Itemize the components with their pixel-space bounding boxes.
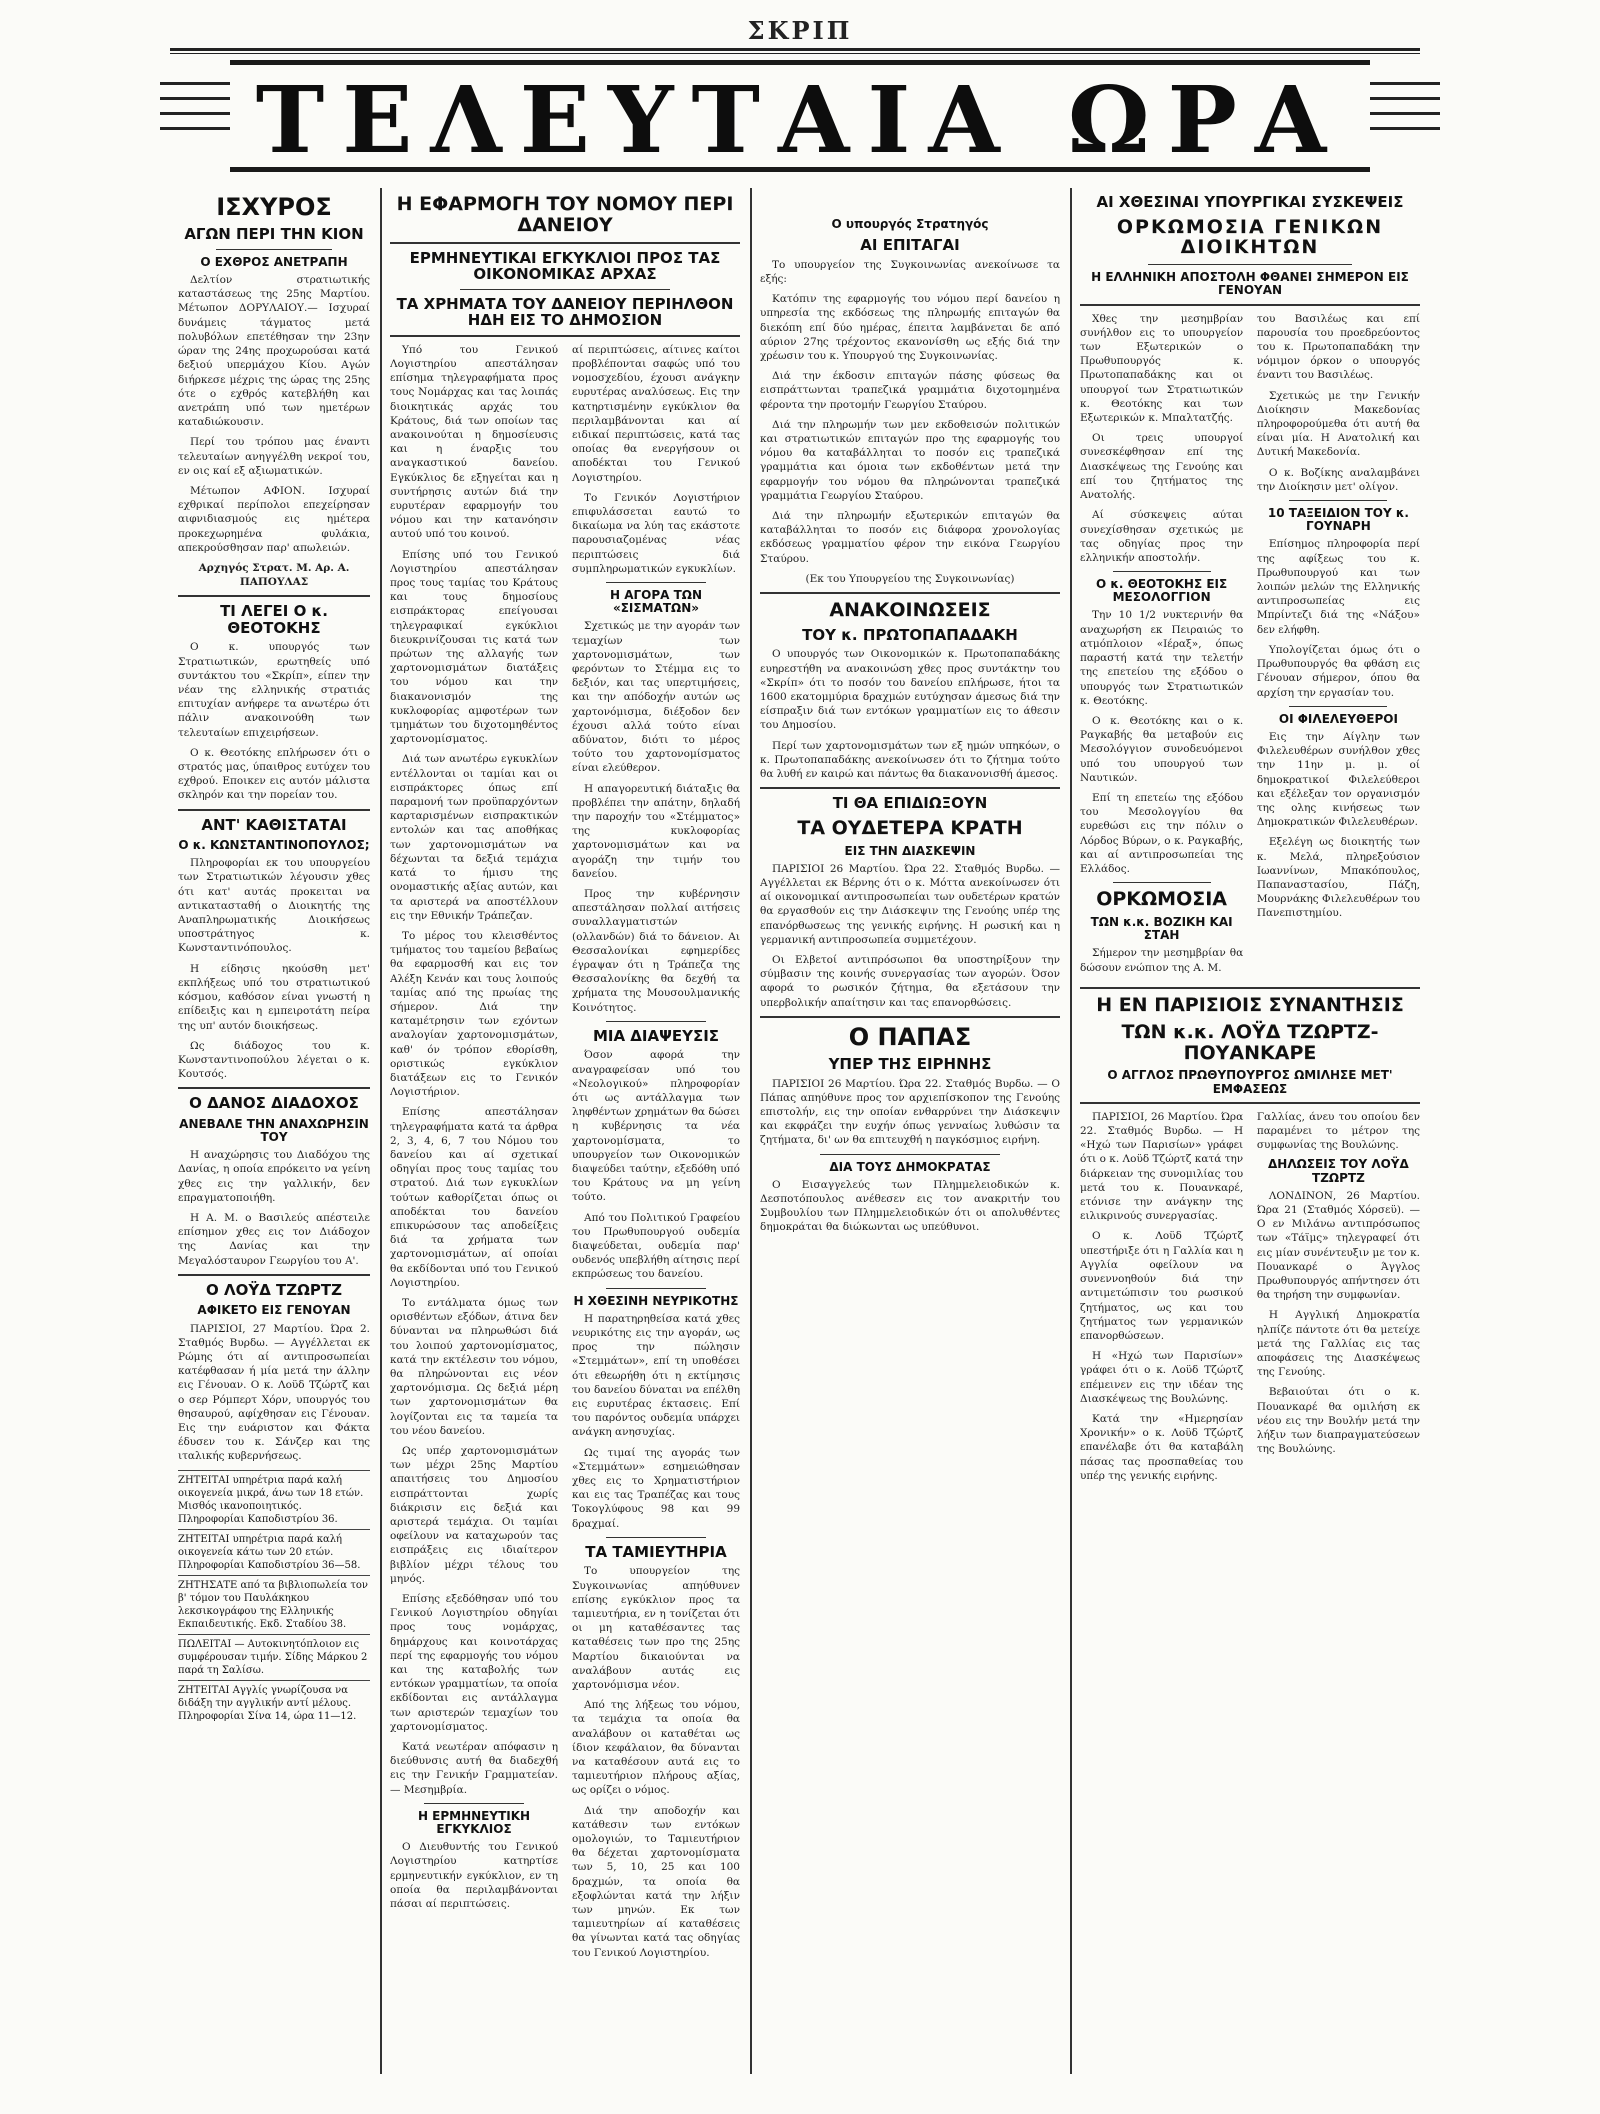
article-headline: Ο κ. ΘΕΟΤΟΚΗΣ ΕΙΣ ΜΕΣΟΛΟΓΓΙΟΝ: [1095, 577, 1228, 605]
column-rule: [1070, 188, 1072, 2074]
article-body: [1080, 312, 1420, 981]
article-paragraph: Ο Εισαγγελεύς των Πλημμελειοδικών κ. Δεσποτόπουλος ανέθεσεν εις τον ανακριτήν του Συμβουλίου των Πλημμελειοδικών ότι οι απολυθέντες δημοκράται θα διώκωνται ως υπεύθυνοι.: [760, 1178, 1060, 1234]
article-paragraph: Επίσημος πληροφορία περί της αφίξεως του κ. Πρωθυπουργού και των λοιπών μελών της Ελληνικής αντιπροσωπείας εις Μπρίντεζι διά της «Νάξου» δεν ελήφθη.: [1256, 538, 1420, 636]
article-paragraph: Μέτωπον ΑΦΙΟΝ. Ισχυραί εχθρικαί περίπολοι επεχείρησαν αιφνιδιασμούς εις ημέτερα προκεχωρημένα φυλάκια, απεκρούσθησαν παρ' απωλειών.: [178, 484, 370, 554]
article-paragraph: Το εντάλματα όμως των ορισθέντων εξόδων, άτινα δεν δύνανται να πληρωθώσι διά του λοιπού χαρτονομίσματος, κατά την εκτέλεσιν του νόμου, θα πληρώνονται εις νέον χαρτονόμισμα. Ως δεξιά μέρη των χαρτονομισμάτων θα λογίζονται εις τα ταμεία τα του νέου δανείου.: [390, 1296, 558, 1437]
article-headline: ΑΙ ΧΘΕΣΙΝΑΙ ΥΠΟΥΡΓΙΚΑΙ ΣΥΣΚΕΨΕΙΣ: [1096, 193, 1404, 211]
article-paragraph: Κατόπιν της εφαρμογής του νόμου περί δανείου η υπηρεσία της εκδόσεως της πληρωμής επιταγών θα διεκόπη επί δύο ημέρας, έπειτα λαμβάνεται δε από αύριον 27ης τρέχοντος εκανονίσθη ως εξής διά την χρέωσιν του κ. Υπουργού της Συγκοινωνίας.: [760, 293, 1060, 362]
article-paragraph: Περί του τρόπου μας έναντι τελευταίων ανηγγέλθη νεκροί του, εν οις καί εξ αξιωματικών.: [178, 436, 370, 477]
masthead: [160, 60, 1440, 172]
article-right: [1257, 312, 1420, 981]
divider: [606, 1021, 707, 1022]
article-paragraph: Υπολογίζεται όμως ότι ο Πρωθυπουργός θα φθάση εις Γένουαν σήμερον, όπου θα αρχίση την εργασίαν του.: [1256, 643, 1420, 699]
article-subheadline: ΑΦΙΚΕΤΟ ΕΙΣ ΓΕΝΟΥΑΝ: [197, 1303, 351, 1318]
divider: [1113, 882, 1211, 883]
divider: [178, 1274, 370, 1276]
lead-article-body: [390, 343, 740, 1966]
article-headline: ΤΙ ΛΕΓΕΙ Ο κ. ΘΕΟΤΟΚΗΣ: [220, 602, 328, 637]
divider: [216, 249, 331, 250]
article-paragraph: Το μέρος του κλεισθέντος τμήματος του ταμείου βεβαίως θα εφαρμοσθή και εις τον Αλέξη Κενάν και τους λοιπούς ταμίας από της πρωίας της σήμερον. Διά την καταμέτρησιν των εχόντων αναλογίαν χαρτονομισμάτων, καθ' όν τρόπον εθορίσθη, οριστικώς εγκύκλιον διατάξεων εις το Γενικόν Λογιστήριον.: [390, 929, 558, 1099]
article-subheadline: ΤΩΝ κ.κ. ΛΟΫΔ ΤΖΩΡΤΖ-ΠΟΥΑΝΚΑΡΕ: [1121, 1020, 1379, 1064]
masthead-rule-top-thin: [170, 53, 1420, 54]
article-headline: 10 ΤΑΞΕΙΔΙΟΝ ΤΟΥ κ. ΓΟΥΝΑΡΗ: [1267, 506, 1409, 534]
classified-ads: [178, 1470, 370, 1726]
article-headline: Η ΕΡΜΗΝΕΥΤΙΚΗ ΕΓΚΥΚΛΙΟΣ: [417, 1808, 531, 1837]
article-headline: Η ΕΝ ΠΑΡΙΣΙΟΙΣ ΣΥΝΑΝΤΗΣΙΣ: [1096, 993, 1404, 1016]
article-paragraph: Διά την πληρωμήν των μεν εκδοθεισών πολιτικών και στρατιωτικών επιταγών προ της εφαρμογής του νόμου θα καταβάλληται το ποσόν εις τραπεζικά γραμμάτια και όμοια των εκδοθέντων μετά την εφαρμογήν του νόμου θα πληρώνονται τραπεζικά γραμμάτια Γεωργίου Σταύρου.: [760, 418, 1060, 502]
divider: [760, 787, 1060, 789]
article-subheadline: Ο κ. ΚΩΝΣΤΑΝΤΙΝΟΠΟΥΛΟΣ;: [178, 838, 370, 853]
article-paragraph: του Βασιλέως και επί παρουσία του προεδρεύοντος του κ. Πρωτοπαπαδάκη την νόμιμον όρκον ο υπουργός έναντι του Βασιλέως.: [1256, 312, 1420, 382]
divider: [390, 242, 740, 244]
article-kicker: Ο υπουργός Στρατηγός: [831, 217, 989, 231]
classified-ad: ΖΗΤΕΙΤΑΙ Αγγλίς γνωρίζουσα να διδάξη την αγγλικήν αντί μέλους. Πληροφορίαι Σίνα 14, ώρα 11—12.: [178, 1680, 370, 1726]
classified-ad: ΖΗΤΕΙΤΑΙ υπηρέτρια παρά καλή οικογενεία κάτω των 20 ετών. Πληροφορίαι Καποδιστρίου 36—58.: [178, 1529, 370, 1575]
article-subheadline: ΑΝΕΒΑΛΕ ΤΗΝ ΑΝΑΧΩΡΗΣΙΝ ΤΟΥ: [179, 1116, 369, 1144]
article-kicker: ΕΙΣ ΤΗΝ ΔΙΑΣΚΕΨΙΝ: [844, 843, 976, 858]
column-1: [178, 188, 370, 2074]
article-paragraph: Σχετικώς με την αγοράν των τεμαχίων των χαρτονομισμάτων, των φερόντων το Στέμμα εις το δεξιόν, και τας υπερτιμήσεις, και την απόδοχήν αυτών ως χαρτονόμισμα, διέξοδον δεν έχουσι αλλά τούτο είναι αδύνατον, διότι το μέρος τούτο του χαρτονομίσματος είναι ελεύθερον.: [572, 620, 740, 775]
article-paragraph: Ο κ. Θεοτόκης και ο κ. Ραγκαβής θα μεταβούν εις Μεσολόγγιον συνοδευόμενοι υπό του υπουργού των Ναυτικών.: [1080, 714, 1244, 784]
column-3: [760, 188, 1060, 2074]
article-headline: ΔΙΑ ΤΟΥΣ ΔΗΜΟΚΡΑΤΑΣ: [829, 1159, 991, 1174]
article-paragraph: αί περιπτώσεις, αίτινες καίτοι προβλέπονται σαφώς υπό του νομοσχεδίου, έχουσι ανάγκην ευρυτέρας αναλύσεως. Εις την κατηρτισμένην εγκύκλιον θα περιλαμβάνονται και αί ειδικαί περιπτώσεις, κατά τας οποίας θα ενεργήσουν οι αποδέκται του Γενικού Λογιστηρίου.: [572, 343, 740, 484]
article-paragraph: Διά την έκδοσιν επιταγών πάσης φύσεως θα εισπράττωνται τραπεζικά γραμμάτια διχοτομημένα φέροντα την προτομήν Γεωργίου Σταύρου.: [760, 370, 1060, 411]
divider: [606, 1288, 707, 1289]
article-paragraph: Ο κ. Βοζίκης αναλαμβάνει την Διοίκησιν μετ' ολίγον.: [1256, 466, 1420, 493]
decorative-staff-right: [1370, 82, 1440, 152]
divider: [1289, 500, 1387, 501]
article-paragraph: Η παρατηρηθείσα κατά χθες νευρικότης εις την αγοράν, ως προς την πώλησιν «Στεμμάτων», επί τη υποθέσει ότι εθεωρήθη ότι η εκτίμησις του δανείου δύναται να επέλθη εις ευρυτέρας έκτασεις. Επί του παρόντος ουδεμία υπάρχει ανάγκη ανησυχίας.: [572, 1312, 740, 1439]
article-kicker: ΔΗΛΩΣΕΙΣ ΤΟΥ ΛΟΫΔ ΤΖΩΡΤΖ: [1268, 1157, 1409, 1185]
article-paragraph: Υπό του Γενικού Λογιστηρίου απεστάλησαν επίσημα τηλεγραφήματα προς τους Νομάρχας και τας λοιπάς διοικητικάς αρχάς του Κράτους, διά των οποίων τας ανακοινούται η δημοσίευσις και η έναρξις του αναγκαστικού δανείου. Εγκύκλιος δε εξηγείται και η συντήρησις αυτών διά την ευρυτέραν εφαρμογήν του νόμου και την κατανόησιν αυτού υπό του κοινού.: [390, 343, 558, 541]
article-subheadline: ΥΠΕΡ ΤΗΣ ΕΙΡΗΝΗΣ: [828, 1055, 992, 1074]
article-left: [1080, 1110, 1243, 1489]
article-kicker: Ο ΑΓΓΛΟΣ ΠΡΩΘΥΠΟΥΡΓΟΣ ΩΜΙΛΗΣΕ ΜΕΤ' ΕΜΦΑΣΕΩΣ: [1107, 1068, 1393, 1096]
article-paragraph: Επίσης υπό του Γενικού Λογιστηρίου απεστάλησαν προς τους ταμίας του Κράτους και τους δημοσίους εισπράκτορας επείγουσαι τηλεγραφικαί εγκύκλιοι διευκρινίζουσαι τις κατά των πρώτων της αλλαγής των χαρτονομισμάτων διατάξεις του νόμου και την διακανονισμόν της κυκλοφορίας αμφοτέρων των τμημάτων του διχοτομηθέντος χαρτονομίσματος.: [390, 548, 558, 746]
divider: [1080, 987, 1420, 989]
article-paragraph: Ως υπέρ χαρτονομισμάτων των μέχρι 25ης Μαρτίου απαιτήσεις του Δημοσίου εισπράττονται χωρίς διάκρισιν εις δεξιά και αριστερά τεμάχια. Οι ταμίαι οφείλουν να καταχωρούν τας εισπράξεις εις ιδιαίτερον βιβλίον μέχρι τέλους του μηνός.: [390, 1445, 558, 1585]
divider: [606, 1537, 707, 1538]
article-paragraph: Η αναχώρησις του Διαδόχου της Δανίας, η οποία επρόκειτο να γείνη χθες εις την γαλλικήν, δεν επραγματοποιήθη.: [178, 1149, 370, 1204]
article-headline: Η ΧΘΕΣΙΝΗ ΝΕΥΡΙΚΟΤΗΣ: [573, 1293, 739, 1308]
article-paragraph: Ο Διευθυντής του Γενικού Λογιστηρίου κατηρτίσε ερμηνευτικήν εγκύκλιον, εν τη οποία θα περιλαμβάνονται πάσαι αί περιπτώσεις.: [390, 1841, 558, 1911]
article-paragraph: Περί των χαρτονομισμάτων των εξ ημών υπηκόων, ο κ. Πρωτοπαπαδάκης ανεκοίνωσεν ότι το ζήτημα τούτο θα λυθή εν καιρώ και πάντως θα διακανονισθή άμεσος.: [760, 739, 1060, 780]
divider: [606, 582, 707, 583]
divider: [1080, 1102, 1420, 1104]
article-paragraph: Κατά νεωτέραν απόφασιν η διεύθυνσις αυτή θα διαδεχθή εις την Γενικήν Γραμματείαν. — Μεσημβρία.: [390, 1741, 558, 1796]
article-paragraph: Το Γενικόν Λογιστήριον επιφυλάσσεται εαυτώ το δικαίωμα να λύη τας εκάστοτε παρουσιαζομένας νέας περιπτώσεις διά συμπληρωματικών εγκυκλίων.: [572, 491, 740, 575]
classified-ad: ΖΗΤΗΣΑΤΕ από τα βιβλιοπωλεία τον β' τόμον του Παυλάκηκου λεκσικογράφου της Ελληνικής Εκπαιδευτικής. Εκδ. Σταδίου 38.: [178, 1575, 370, 1634]
article-paragraph: Το υπουργείον της Συγκοινωνίας απηύθυνεν επίσης εγκύκλιον προς τα ταμιευτήρια, εν η τονίζεται ότι οι μη καταθέσαντες τας καταθέσεις των προ της 25ης Μαρτίου δικαιούνται να αναλάβουν αυτάς εις χαρτονόμισμα νέον.: [572, 1565, 740, 1691]
running-head: ΣΚΡΙΠ: [747, 16, 853, 45]
article-paragraph: Προς την κυβέρνησιν απεστάλησαν πολλαί αιτήσεις συναλλαγματιστών (ολλανδών) διά το δάνειον. Αι Θεσσαλονίκαι εφημερίδες έγραψαν ότι η Τράπεζα της Θεσσαλονίκης θα δεχθή τα χρήματα της Μουσουλμανικής Κοινότητος.: [572, 888, 740, 1014]
divider: [820, 1154, 1000, 1155]
article-paragraph: Πληροφορίαι εκ του υπουργείου των Στρατιωτικών λέγουσιν χθες ότι κατ' αυτάς προκειται να αντικατασταθή ο Διοικητής της Αναπληρωματικής Διοικήσεως υποστράτηγος κ. Κωνσταντινόπουλος.: [178, 857, 370, 955]
divider: [1289, 706, 1387, 707]
article-signature: (Εκ του Υπουργείου της Συγκοινωνίας): [805, 572, 1015, 585]
article-paragraph: Σήμερον την μεσημβρίαν θα δώσουν ενώπιον της Α. Μ.: [1080, 947, 1244, 974]
article-headline: ΜΙΑ ΔΙΑΨΕΥΣΙΣ: [592, 1026, 720, 1045]
article-body: [1080, 1110, 1420, 1489]
article-paragraph: ΠΑΡΙΣΙΟΙ 26 Μαρτίου. Ώρα 22. Σταθμός Βυρδω. — Αγγέλλεται εκ Βέρνης ότι ο κ. Μόττα ανεκοίνωσεν ότι αί οικονομικαί αντιπροσωπείαι των ουδετέρων κρατών θα εργασθούν εις την Διάσκεψιν της Γενούης υπέρ της επανόρθωσεως της γενικής ειρήνης. Η ρωσική και η γερμανική αντιπροσωπεία συμμετέχουν.: [760, 862, 1060, 946]
article-paragraph: Δελτίον στρατιωτικής καταστάσεως της 25ης Μαρτίου. Μέτωπον ΔΟΡΥΛΑΙΟΥ.— Ισχυραί δυνάμεις τάγματος μετά πολυβόλων επετέθησαν την 23ην ώραν της 24ης προχωρούσαι κατά δεξιού υπερμάχου Κίου. Αγών διήρκεσε μέχρις της ώρας της 25ης ότε ο εχθρός κατεβλήθη και ανετράπη υπό των ημετέρων καταδιώκουσιν.: [178, 274, 370, 429]
article-paragraph: Ως διάδοχος του κ. Κωνσταντινοπούλου λέγεται ο κ. Κουτσός.: [178, 1039, 370, 1081]
lead-article-right: [572, 343, 740, 1966]
lead-headline: Η ΕΦΑΡΜΟΓΗ ΤΟΥ ΝΟΜΟΥ ΠΕΡΙ ΔΑΝΕΙΟΥ: [396, 193, 734, 236]
article-paragraph: Διά την αποδοχήν και κατάθεσιν των εντόκων ομολογιών, το Ταμιευτήριον θα δέχεται χαρτονομίσματα των 5, 10, 25 και 100 δραχμών, τα οποία θα εξοφλώνται κατά την λήξιν των μηνών. Εκ των ταμιευτηρίων αί καταθέσεις θα γίνωνται κατά τας οδηγίας του Γενικού Λογιστηρίου.: [572, 1804, 740, 1959]
article-paragraph: Ο κ. Θεοτόκης επλήρωσεν ότι ο στρατός μας, ύπαιθρος ευτύχεν του εχθρού. Εποικεν εις αυτόν μάλιστα σκληρόν και την πορείαν του.: [178, 746, 370, 802]
article-paragraph: Επί τη επετείω της εξόδου του Μεσολογγίου θα ευρεθώσι εις την πόλιν ο Λόρδος Βύρων, ο κ. Ραγκαβής, και αί αντιπροσωπείαι της Ελλάδος.: [1080, 791, 1244, 875]
divider: [760, 1016, 1060, 1018]
article-paragraph: Κατά την «Ημερησίαν Χρονικήν» ο κ. Λοϋδ Τζώρτζ επανέλαβε ότι θα καταβάλη πάσας τας προσπαθείας του υπέρ της γενικής ειρήνης.: [1080, 1412, 1244, 1482]
article-paragraph: Την 10 1/2 νυκτερινήν θα αναχωρήση εκ Πειραιώς το ατμόπλοιον «Ιέραξ», όπως παραστή κατά την τελετήν της επετείου της εξόδου ο υπουργός των Στρατιωτικών κ. Θεοτόκης.: [1080, 609, 1244, 707]
article-paragraph: Σχετικώς με την Γενικήν Διοίκησιν Μακεδονίας πληροφορούμεθα ότι αυτή θα είναι μία. Η Ανατολική και Δυτική Μακεδονία.: [1256, 389, 1420, 459]
article-paragraph: Εξελέγη ως διοικητής των κ. Μελά, πληρεξούσιον Ιωαννίνων, Μπακόπουλος, Παπαναστασίου, Πάζη, Μουρνάκης Φιλελευθέρων του Πανεπιστημίου.: [1256, 836, 1420, 920]
classified-ad: ΠΩΛΕΙΤΑΙ — Αυτοκινητόπλοιον εις συμφέρουσαν τιμήν. Σίδης Μάρκου 2 παρά τη Σαλίσω.: [178, 1634, 370, 1680]
article-paragraph: Ο υπουργός των Οικονομικών κ. Πρωτοπαπαδάκης ευηρεστήθη να ανακοινώση χθες προς συντάκτην του «Σκρίπ» ότι το ποσόν του δανείου επλήρωσε, ήτοι τα 1600 εκατομμύρια δραχμών ευτύχησαν άμεσως διά την είσπραξιν διά των εντόκων γραμματίων εις το άθεσιν του Δημοσίου.: [760, 648, 1060, 732]
article-headline: ΟΡΚΩΜΟΣΙΑ: [1096, 888, 1227, 911]
article-headline: Ο ΠΑΠΑΣ: [848, 1022, 972, 1051]
article-right: [1257, 1110, 1420, 1489]
article-paragraph: Η Αγγλική Δημοκρατία ηλπίζε πάντοτε ότι θα μετείχε μετά της Γαλλίας εις τας αποφάσεις της Διασκέψεως της Γενούης.: [1256, 1309, 1420, 1379]
article-paragraph: Ο κ. υπουργός των Στρατιωτικών, ερωτηθείς υπό συντάκτου του «Σκρίπ», είπεν την νέαν της ελληνικής στρατιάς επιτυχίαν ανήφερε τα ανωτέρω ότι πάλιν ανακοινούθη των τελευταίων επιχειρήσεων.: [178, 641, 370, 739]
lead-subheadline: ΤΑ ΧΡΗΜΑΤΑ ΤΟΥ ΔΑΝΕΙΟΥ ΠΕΡΙΗΛΘΟΝ ΗΔΗ ΕΙΣ ΤΟ ΔΗΜΟΣΙΟΝ: [396, 294, 734, 330]
article-paragraph: Η είδησις ηκούσθη μετ' εκπλήξεως υπό του στρατιωτικού κόσμου, καθόσον είναι γνωστή η επίδειξις και η εμπειροτάτη πείρα της υπ' αυτόν διοικήσεως.: [178, 962, 370, 1032]
lead-article-left: [390, 343, 558, 1966]
divider: [178, 595, 370, 597]
column-rule: [380, 188, 382, 2074]
article-paragraph: ΠΑΡΙΣΙΟΙ, 27 Μαρτίου. Ώρα 2. Σταθμός Βυρδω. — Αγγέλλεται εκ Ρώμης ότι αί αντιπροσωπείαι κατέφθασαν ή μία μετά την άλλην εις Γένουαν. Ο κ. Λοϋδ Τζώρτζ και ο σερ Ρόμπερτ Χόρν, υπουργός του θησαυρού, αφίχθησαν εις Γένουαν. Εις την ευάριστον και Φάκτα έδυσεν του κ. Σάνζερ και της ιταλικής κυβερνήσεως.: [178, 1322, 370, 1463]
article-paragraph: Αί σύσκεψεις αύται συνεχίσθησαν σχετικώς με τας οδηγίας προς την ελληνικήν αποστολήν.: [1080, 509, 1244, 564]
article-headline: ΑΙ ΕΠΙΤΑΓΑΙ: [860, 236, 960, 255]
article-headline: ΤΙ ΘΑ ΕΠΙΔΙΩΞΟΥΝ: [832, 794, 988, 813]
lead-subheadline: ΕΡΜΗΝΕΥΤΙΚΑΙ ΕΓΚΥΚΛΙΟΙ ΠΡΟΣ ΤΑΣ ΟΙΚΟΝΟΜΙΚΑΣ ΑΡΧΑΣ: [409, 248, 721, 284]
article-paragraph: Η απαγορευτική διάταξις θα προβλέπει την απάτην, δηλαδή την παροχήν του «Στέμματος» της κυκλοφορίας χαρτονομισμάτων και να αγοράζη την τιμήν του δανείου.: [572, 782, 740, 880]
article-headline: Ο ΛΟΫΔ ΤΖΩΡΤΖ: [206, 1280, 342, 1299]
article-headline: ΑΝΤ' ΚΑΘΙΣΤΑΤΑΙ: [201, 815, 347, 834]
divider: [178, 1087, 370, 1089]
article-paragraph: Διά των ανωτέρω εγκυκλίων εντέλλονται οι ταμίαι και οι εισπράκτορες όπως επί παραμονή των προϋπαρχόντων καρταρισμένων εισπρακτικών εντολών και τας αποθήκας των χαρτονομισμάτων να δέχωνται τα δεξιά τεμάχια κατά το ήμισυ της ονομαστικής αξίας αυτών, και τα αριστερά να αποστέλλουν εις την Εθνικήν Τράπεζαν.: [390, 753, 558, 922]
article-paragraph: ΛΟΝΔΙΝΟΝ, 26 Μαρτίου. Ώρα 21 (Σταθμός Χόρσεϋ). — Ο εν Μιλάνω αντιπρόσωπος των «Τάϊμς» τηλεγραφεί ότι εις μίαν συνέντευξιν με τον κ. Πουανκαρέ ο Άγγλος Πρωθυπουργός απήντησεν ότι θα τηρήση την συμφωνίαν.: [1256, 1189, 1420, 1302]
article-left: [1080, 312, 1243, 981]
article-headline: Ο ΔΑΝΟΣ ΔΙΑΔΟΧΟΣ: [189, 1094, 359, 1113]
article-paragraph: ΠΑΡΙΣΙΟΙ, 26 Μαρτίου. Ώρα 22. Σταθμός Βυρδω. — Η «Ηχώ των Παρισίων» γράφει ότι ο κ. Λοϋδ Τζώρτζ κατά την διάρκειαν της συνομιλίας του μετά του κ. Πουανκαρέ, ετόνισε την ανάγκην της ειλικρινούς συνεργασίας.: [1080, 1110, 1244, 1223]
article-paragraph: Η «Ηχώ των Παρισίων» γράφει ότι ο κ. Λοϋδ Τζώρτζ επέμεινεν εις την ιδέαν της Διασκέψεως της Βουλώνης.: [1080, 1350, 1244, 1405]
divider: [1080, 304, 1420, 306]
article-paragraph: Εις την Αίγλην των Φιλελευθέρων συνήλθον χθες την 11ην μ. μ. οί δημοκρατικοί Φιλελεύθεροι και εξέλεξαν τον οργανισμόν της ολης κινήσεως των Δημοκρατικών Φιλελευθέρων.: [1256, 730, 1420, 829]
article-paragraph: Διά την πληρωμήν εξωτερικών επιταγών θα καταβάλληται το ποσόν εις διάφορα χρονολογίας εκδόσεως γραμματίου φέρον την εικόνα Γεωργίου Σταύρου.: [760, 509, 1060, 565]
article-subheadline: ΤΑ ΟΥΔΕΤΕΡΑ ΚΡΑΤΗ: [797, 816, 1023, 839]
divider: [760, 592, 1060, 594]
article-kicker: Η ΕΛΛΗΝΙΚΗ ΑΠΟΣΤΟΛΗ ΦΘΑΝΕΙ ΣΗΜΕΡΟΝ ΕΙΣ ΓΕΝΟΥΑΝ: [1091, 270, 1409, 298]
article-subheadline: ΤΩΝ κ.κ. ΒΟΖΙΚΗ ΚΑΙ ΣΤΑΗ: [1090, 915, 1233, 943]
article-headline: ΙΣΧΥΡΟΣ: [216, 193, 332, 221]
article-kicker: Ο ΕΧΘΡΟΣ ΑΝΕΤΡΑΠΗ: [200, 254, 348, 269]
article-paragraph: Από του Πολιτικού Γραφείου του Πρωθυπουργού ουδεμία διαψεύδεται, ουδεμία παρ' ουδενός υπεβλήθη αίτησις περί εκπρώσεως του δανείου.: [572, 1211, 740, 1281]
article-headline: Η ΑΓΟΡΑ ΤΩΝ «ΣΙΣΜΑΤΩΝ»: [609, 588, 703, 616]
article-paragraph: Από της λήξεως του νόμου, τα τεμάχια τα οποία θα αναλάβουν οι καταθέται ως ίδιον κεφάλαιον, θα δύνανται να καταθέσουν αυτά εις το ταμιευτήριον πλήρους αξίας, ως ορίζει ο νόμος.: [572, 1699, 740, 1797]
classified-ad: ΖΗΤΕΙΤΑΙ υπηρέτρια παρά καλή οικογενεία μικρά, άνω των 18 ετών. Μισθός ικανοποιητικός. Πληροφορίαι Καποδιστρίου 36.: [178, 1470, 370, 1529]
article-paragraph: Ο κ. Λοϋδ Τζώρτζ υπεστήριξε ότι η Γαλλία και η Αγγλία οφείλουν να συνεννοηθούν διά την αντιμετώπισιν του ρωσικού ζητήματος, ως και του ζητήματος των γερμανικών επανορθώσεων.: [1080, 1230, 1244, 1342]
article-subheadline: ΑΓΩΝ ΠΕΡΙ ΤΗΝ ΚΙΟΝ: [184, 225, 364, 244]
divider: [1113, 571, 1211, 572]
article-paragraph: Βεβαιούται ότι ο κ. Πουανκαρέ θα ομιλήση εκ νέου εις την Βουλήν μετά την λήξιν των διαπραγματεύσεων της Βουλώνης.: [1256, 1386, 1420, 1456]
article-paragraph: Επίσης απεστάλησαν τηλεγραφήματα κατά τα άρθρα 2, 3, 4, 6, 7 του Νόμου του δανείου και αί σχετικαί οδηγίαι προς τους ταμίας του στρατού. Διά των εγκυκλίων τούτων καθορίζεται όπως οι αποδέκται του δανείου επικυρώσουν τας αποδείξεις διά τα χρήματα των χαρτονομισμάτων, αί οποίαι θα εκδίδονται υπό του Γενικού Λογιστηρίου.: [390, 1106, 558, 1289]
article-signature: Αρχηγός Στρατ. Μ. Αρ. Α. ΠΑΠΟΥΛΑΣ: [198, 561, 350, 589]
article-paragraph: Χθες την μεσημβρίαν συνήλθον εις το υπουργείον των Εξωτερικών ο Πρωθυπουργός κ. Πρωτοπαπαδάκης και οι υπουργοί των Στρατιωτικών κ. Θεοτόκης και των Εξωτερικών κ. Μπαλτατζής.: [1080, 312, 1244, 425]
masthead-rule-top: [170, 48, 1420, 51]
article-paragraph: Επίσης εξεδόθησαν υπό του Γενικού Λογιστηρίου οδηγίαι προς τους νομάρχας, δημάρχους και κοινοτάρχας περί της εφαρμογής του νόμου και της καταβολής των εντόκων γραμματίων, τα οποία εκδίδονται εις αντάλλαγμα των αριστερών τεμαχίων του χαρτονομίσματος.: [390, 1593, 558, 1733]
article-paragraph: Γαλλίας, άνευ του οποίου δεν παραμένει το μέτρον της συμφωνίας της Βουλώνης.: [1256, 1110, 1420, 1152]
column-rule: [750, 188, 752, 2074]
article-paragraph: Οι Ελβετοί αντιπρόσωποι θα υποστηρίξουν την σύμβασιν της κοινής συνεργασίας των αγορών. Όσον αφορά το ρωσικόν ζήτημα, θα εξετάσουν την υπερβολικήν απαίτησιν και τας επανορθώσεις.: [760, 953, 1060, 1009]
column-4: [1080, 188, 1420, 2074]
divider: [390, 335, 740, 337]
article-headline: ΑΝΑΚΟΙΝΩΣΕΙΣ: [829, 598, 991, 621]
divider: [424, 1803, 525, 1804]
divider: [1148, 264, 1352, 265]
article-headline: ΟΙ ΦΙΛΕΛΕΥΘΕΡΟΙ: [1278, 711, 1398, 726]
divider: [178, 809, 370, 811]
article-paragraph: Όσον αφορά την αναγραφείσαν υπό του «Νεολογικού» πληροφορίαν ότι ως αντάλλαγμα των ληφθέντων χρημάτων θα δώσει η κυβέρνησις τα νέα χαρτονομίσματα, το υπουργείον των Οικονομικών διαψεύδει ταύτην, εξεδόθη υπό του Κράτους να μη γείνη τούτο.: [572, 1049, 740, 1204]
article-paragraph: ΠΑΡΙΣΙΟΙ 26 Μαρτίου. Ώρα 22. Σταθμός Βυρδω. — Ο Πάπας απηύθυνε προς τον αρχιεπίσκοπον της Γενούης επιστολήν, εις την οποίαν ενθαρρύνει την Διάσκεψιν και εκφράζει την ευχήν όπως γενναίως λυθώσιν τα ζητήματα, δι' ων θα επιτευχθή η παγκόσμιος ειρήνη.: [760, 1077, 1060, 1147]
divider: [460, 289, 670, 290]
article-paragraph: Ως τιμαί της αγοράς των «Στεμμάτων» εσημειώθησαν χθες εις το Χρηματιστήριον και εις τας Τραπέζας και τους Τοκογλύφους 98 και 99 δραχμαί.: [572, 1446, 740, 1530]
article-paragraph: Οι τρεις υπουργοί συνεσκέφθησαν επί της Διασκέψεως της Γενούης και επί του ζητήματος της Ανατολής.: [1080, 432, 1244, 502]
article-subheadline: ΟΡΚΩΜΟΣΙΑ ΓΕΝΙΚΩΝ ΔΙΟΙΚΗΤΩΝ: [1116, 215, 1384, 259]
article-paragraph: Το υπουργείον της Συγκοινωνίας ανεκοίνωσε τα εξής:: [760, 258, 1060, 285]
article-paragraph: Η Α. Μ. ο Βασιλεύς απέστειλε επίσημον χθες εις τον Διάδοχον της Δανίας και την Μεγαλόσταυρον Γεωργίου του Α'.: [178, 1212, 370, 1267]
column-2: [390, 188, 740, 2074]
masthead-title: ΤΕΛΕΥΤΑΙΑ ΩΡΑ: [255, 66, 1345, 174]
article-subheadline: ΤΟΥ κ. ΠΡΩΤΟΠΑΠΑΔΑΚΗ: [802, 625, 1018, 644]
article-headline: ΤΑ ΤΑΜΙΕΥΤΗΡΙΑ: [585, 1542, 727, 1561]
